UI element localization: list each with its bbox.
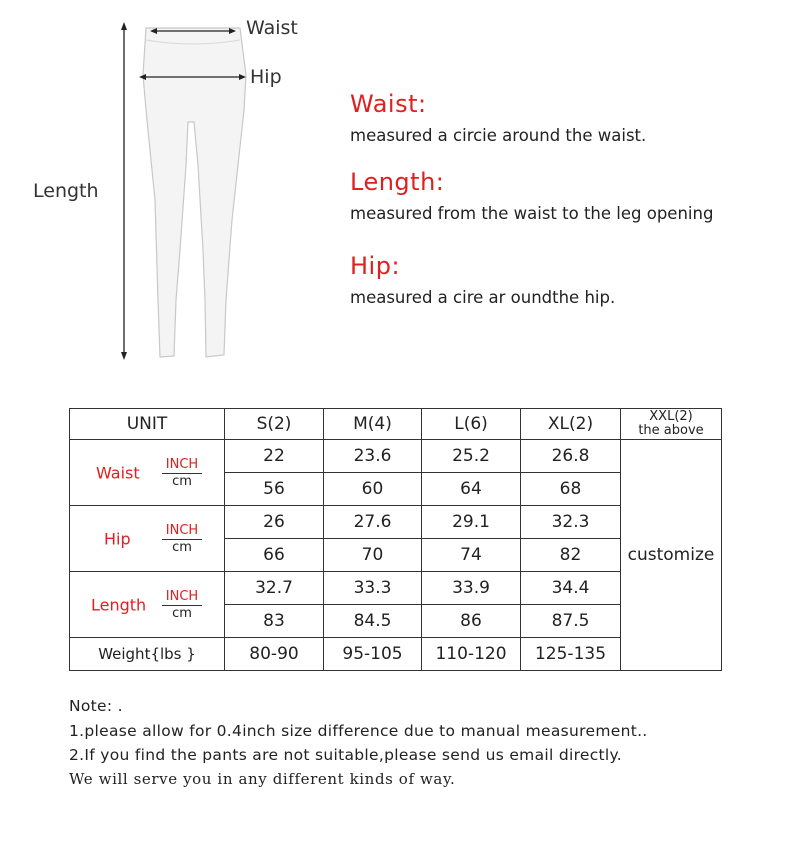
note-line-1: 1.please allow for 0.4inch size difference due to manual measurement.. <box>69 722 648 740</box>
hip-definition-title: Hip: <box>350 252 401 280</box>
table-cell: 60 <box>324 473 422 506</box>
unit-fraction <box>162 589 202 621</box>
waist-row-label <box>70 440 225 506</box>
table-cell: 29.1 <box>422 506 521 539</box>
header-size-m: M(4) <box>324 409 422 440</box>
length-definition-text: measured from the waist to the leg opening <box>350 204 714 223</box>
table-cell: 87.5 <box>521 605 621 638</box>
waist-definition-text: measured a circie around the waist. <box>350 126 647 145</box>
table-cell: 32.3 <box>521 506 621 539</box>
header-unit: UNIT <box>70 409 225 440</box>
header-xxl-line2: the above <box>638 423 704 438</box>
table-cell: 86 <box>422 605 521 638</box>
hip-dimension-label: Hip <box>250 66 282 88</box>
measurement-diagram <box>0 0 790 380</box>
table-cell: 83 <box>225 605 324 638</box>
waist-label: Waist <box>96 463 140 482</box>
table-cell: 84.5 <box>324 605 422 638</box>
unit-inch: INCH <box>162 523 202 540</box>
table-cell: 22 <box>225 440 324 473</box>
table-cell: 33.9 <box>422 572 521 605</box>
unit-fraction <box>162 457 202 489</box>
length-label: Length <box>91 595 147 614</box>
waist-definition-title: Waist: <box>350 90 427 118</box>
length-dimension-label: Length <box>33 180 99 202</box>
table-cell: 66 <box>225 539 324 572</box>
table-header-row <box>70 409 722 440</box>
waist-dimension-label: Waist <box>246 17 298 39</box>
table-cell: 74 <box>422 539 521 572</box>
weight-label: Weight{lbs } <box>70 638 225 671</box>
unit-cm: cm <box>172 539 192 555</box>
header-xxl-line1: XXL(2) <box>649 409 693 424</box>
table-cell: 27.6 <box>324 506 422 539</box>
unit-inch: INCH <box>162 589 202 606</box>
table-cell: 125-135 <box>521 638 621 671</box>
table-cell: 82 <box>521 539 621 572</box>
unit-cm: cm <box>172 473 192 489</box>
header-size-s: S(2) <box>225 409 324 440</box>
unit-inch: INCH <box>162 457 202 474</box>
table-cell: 26.8 <box>521 440 621 473</box>
table-cell: 23.6 <box>324 440 422 473</box>
table-cell: 32.7 <box>225 572 324 605</box>
table-cell: 68 <box>521 473 621 506</box>
table-cell: 64 <box>422 473 521 506</box>
length-definition-title: Length: <box>350 168 445 196</box>
table-cell: 95-105 <box>324 638 422 671</box>
header-size-l: L(6) <box>422 409 521 440</box>
header-size-xxl <box>621 409 722 440</box>
hip-row-label <box>70 506 225 572</box>
table-cell: 34.4 <box>521 572 621 605</box>
hip-label: Hip <box>104 529 131 548</box>
customize-cell: customize <box>621 440 722 671</box>
note-line-3: We will serve you in any different kinds of way. <box>69 770 456 788</box>
hip-definition-text: measured a cire ar oundthe hip. <box>350 288 616 307</box>
table-cell: 80-90 <box>225 638 324 671</box>
table-cell: 33.3 <box>324 572 422 605</box>
unit-fraction <box>162 523 202 555</box>
size-chart-table <box>69 408 722 671</box>
table-cell: 56 <box>225 473 324 506</box>
table-cell: 26 <box>225 506 324 539</box>
unit-cm: cm <box>172 605 192 621</box>
header-size-xl: XL(2) <box>521 409 621 440</box>
table-row <box>70 440 722 473</box>
note-line-2: 2.If you find the pants are not suitable,please send us email directly. <box>69 746 623 764</box>
table-cell: 110-120 <box>422 638 521 671</box>
table-cell: 25.2 <box>422 440 521 473</box>
note-heading: Note: . <box>69 697 123 715</box>
table-cell: 70 <box>324 539 422 572</box>
length-row-label <box>70 572 225 638</box>
